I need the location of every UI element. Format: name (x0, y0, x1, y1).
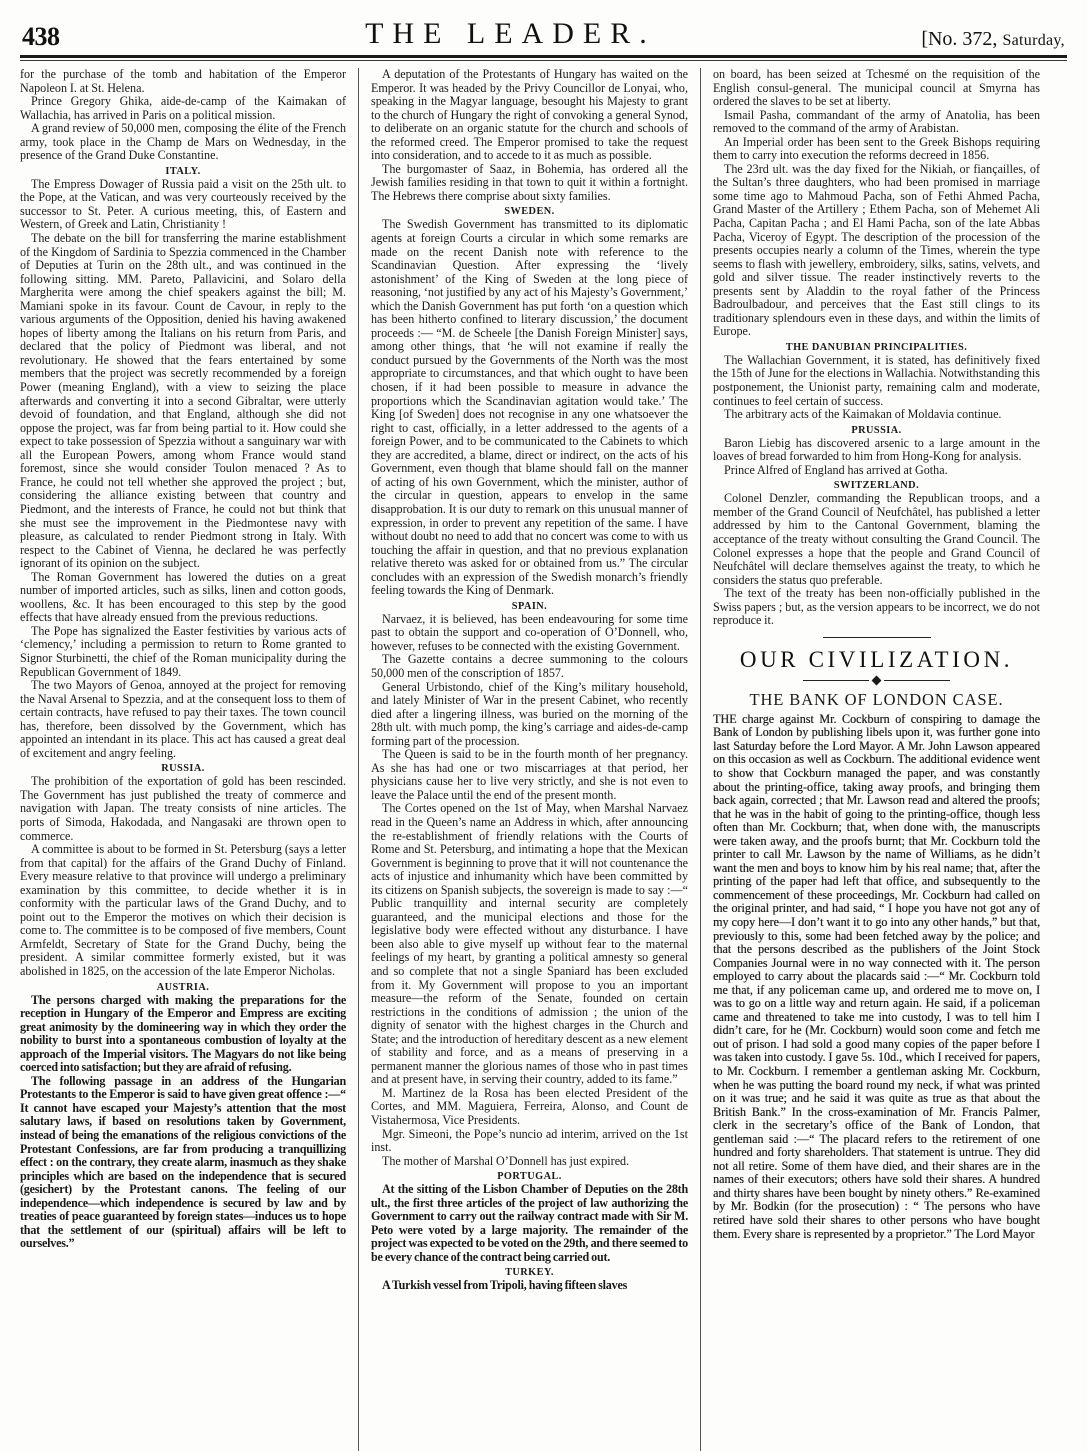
paragraph-text: charge against Mr. Cockburn of conspiring to damage the Bank of London by publishing libels upon it, was further gone into last Saturday before the Lord Mayor. A Mr. John Lawson appeared on this occasion as well as Cockburn. The additional evidence went to show that Cockburn managed the paper, and was constantly about the printing-office, taking away proofs, and bringing them back again, corrected ; that Mr. Lawson read and altered the proofs; that he was in the habit of going to the printing-office, though less often than Mr. Cockburn; that, when done with, the manuscripts were taken away, and the proofs burnt; that Mr. Cockburn told the printer to call Mr. Lawson by the name of Williams, as he didn’t want the men and boys to know him by his real name; that, after the printing of the paper had left that office, and subsequently to the commencement of these proceedings, Mr. Cockburn had called on the original printer, and had said, “ I hope you have not got any of my copy here—I don’t want it to go into any other hands,” but that, previously to this, some had been fetched away by the police; and that the persons described as the publishers of the Joint Stock Companies Journal were in no way connected with it. The person employed to carry about the placards said :—“ Mr. Cockburn told me that, if any policeman came up, and ordered me to move on, I was to go on a little way and return again. He said, if a policeman came and threatened to take me into custody, I was to tell him I didn’t care, for he (Mr. Cockburn) would soon come and fetch me out of prison. I had sold a good many copies of the paper before I was taken into custody. I gave 5s. 10d., which I received for papers, to Mr. Cockburn. I remember a gentleman asking Mr. Cockburn, when he was putting the board round my neck, if what was printed on it was true; and he said it was quite as true as that about the British Bank.” In the cross-examination of Mr. Francis Palmer, clerk in the secretary’s office of the Bank of London, that gentleman said :—“ The placard refers to the retirement of one hundred and forty shareholders. That statement is untrue. They did not all retire. Some of them have died, and their shares are in the names of their executors; others have sold their shares. A hundred and thirty shares have been bought by ninety others.” Re-examined by Mr. Bodkin (for the prosecution) : “ The persons who have retired have sold their shares to other persons who have bought them. Every share is represented by a proprietor.” The Lord Mayor (713, 711, 1040, 1241)
column-1 (20, 68, 346, 1451)
overinked-region (371, 1183, 688, 1264)
paragraph: Prince Alfred of England has arrived at Gotha. (724, 462, 948, 477)
paragraph: At the sitting of the Lisbon Chamber of Deputies on the 28th ult., the first three articles of the project of law authorizing the Government to carry out the railway contract made with Sir M. Peto were voted by a large majority. The remainder of the project was expected to be voted on the 29th, and there seemed to be every chance of the contract being carried out. (371, 1182, 688, 1264)
feature-title: OUR CIVILIZATION. (739, 646, 1014, 672)
paragraph: Mgr. Simeoni, the Pope’s nuncio ad interim, arrived on the 1st inst. (371, 1126, 688, 1155)
paragraph: Colonel Denzler, commanding the Republican troops, and a member of the Grand Council of Neufchâtel, has published a letter addressed by him to the Cantonal Government, blaming the acceptance of the treaty without consulting the Grand Council. The Colonel expresses a hope that the people and Grand Council of Neufchâtel will declare themselves against the treaty, to which he considers the status quo preferable. (713, 491, 1040, 587)
issue-number: [No. 372, (921, 28, 998, 50)
paragraph: for the purchase of the tomb and habitation of the Emperor Napoleon I. at St. Helena. (20, 68, 346, 95)
paragraph: The 23rd ult. was the day fixed for the Nikiah, or fiançailles, of the Sultan’s three daughters, who had been promised in marriage some time ago to Mahmoud Pacha, son of Fethi Ahmed Pacha, Grand Master of the Artillery ; Ethem Pacha, son of Mehemet Ali Pacha, Capitan Pacha ; and El Hami Pacha, son of the late Abbas Pacha, Viceroy of Egypt. The description of the procession of the presents occupies nearly a column of the Times, wherein the type seems to flash with jewellery, embroidery, silks, satins, velvets, and gold and silver tissue. The reader instinctively reverts to the presents sent by Aladdin to the royal father of the Princess Badroulbadour, and perceives that the East still clings to its traditionary splendours even in these days, and within the limits of Europe. (713, 161, 1040, 339)
paragraph: Prince Gregory Ghika, aide-de-camp of the Kaimakan of Wallachia, has arrived in Paris on a political mission. (20, 94, 346, 122)
section-heading-switzerland: SWITZERLAND. (833, 480, 920, 492)
paragraph: The arbitrary acts of the Kaimakan of Moldavia continue. (724, 407, 1002, 422)
paragraph: A Turkish vessel from Tripoli, having fifteen slaves (382, 1278, 628, 1293)
paragraph: The Pope has signalized the Easter festivities by various acts of ‘clemency,’ including a permission to return to Rome granted to Signor Sturbinetti, the chief of the Roman municipality during the Republican Government of 1849. (20, 623, 346, 679)
paragraph: The Queen is said to be in the fourth month of her pregnancy. As she has had one or two miscarriages at that period, her physicians cause her to live very strictly, and she is not even to leave the Palace until the end of the present month. (371, 747, 688, 802)
section-heading-sweden: SWEDEN. (504, 206, 555, 218)
paragraph: The Swedish Government has transmitted to its diplomatic agents at foreign Courts a circular in which some remarks are made on the recent Danish note with reference to the Scandinavian Question. After expressing the ‘lively astonishment’ of the King of Sweden at the long piece of reasoning, ‘not justified by any act of his Majesty’s Government,’ which the Danish Government has put forth ‘on a question which has been hitherto confined to literary discussion,’ the document proceeds :— “M. de Scheele [the Danish Foreign Minister] says, among other things, that ‘he will not examine if really the conduct pursued by the Governments of the North was the most appropriate to circumstances, and that which ought to have been chosen, if it had been possible to measure in advance the proportions which the Scandinavian agitation would take.’ The King [of Sweden] does not recognise in any one whatsoever the right to cast, officially, in a letter addressed to the agents of a foreign Power, and to be communicated to the Cabinets to which they are accredited, a blame, direct or indirect, on the acts of his Government, even though that blame should fall on the manner of acting of his own Government, which the minister, author of the circular in question, appears to envelop in the same disapprobation. It is our duty to remark on this unusual manner of expression, in order to prevent any repetition of the same. I have without doubt no need to add that no concert was come to with us touching the affair in question, and that no previous explanation relative thereto was asked for or obtained from us.” The circular concludes with an expression of the Swedish monarch’s friendly feeling towards the King of Denmark. (371, 217, 688, 598)
feature-divider-rule (823, 637, 931, 638)
paragraph: Baron Liebig has discovered arsenic to a large amount in the loaves of bread forwarded to him from Hong-Kong for analysis. (713, 435, 1040, 464)
paragraph: The burgomaster of Saaz, in Bohemia, has ordered all the Jewish families residing in that town to quit it within a fortnight. The Hebrews there comprise about sixty families. (371, 161, 688, 203)
paragraph: A grand review of 50,000 men, composing the élite of the French army, took place in the Champ de Mars on Wednesday, in the presence of the Grand Duke Constantine. (20, 121, 346, 163)
section-heading-turkey: TURKEY. (505, 1267, 554, 1279)
column-3 (700, 68, 1040, 1451)
feature-section (713, 637, 1040, 710)
paragraph: M. Martinez de la Rosa has been elected President of the Cortes, and MM. Maguiera, Ferreira, Alonso, and Count de Vistahermosa, Vice Presidents. (371, 1085, 688, 1128)
lead-smallcaps: THE (713, 711, 737, 726)
section-heading-danubian-principalities: THE DANUBIAN PRINCIPALITIES. (785, 341, 968, 353)
paragraph: A committee is about to be formed in St. Petersburg (says a letter from that capital) for the affairs of the Grand Duchy of Finland. Every measure relative to that province will undergo a preliminary examination by this committee, to decide whether it is in conformity with the particular laws of the Grand Duchy, and to point out to the Emperor the motives on which their decision is come to. The committee is to be composed of five members, Count Armfeldt, Secretary of State for the Grand Duchy, being the president. A similar committee formerly existed, but it was abolished in 1825, on the accession of the late Emperor Nicholas. (20, 842, 346, 978)
diamond-icon (872, 675, 882, 685)
section-heading-italy: ITALY. (165, 165, 201, 177)
section-heading-russia: RUSSIA. (161, 763, 205, 775)
paragraph: The prohibition of the exportation of gold has been rescinded. The Government has just published the treaty of commerce and navigation with Japan. The treaty consists of nine articles. The ports of Simoda, Hakodada, and Nangasaki are thrown open to commerce. (20, 774, 346, 843)
paragraph: The persons charged with making the preparations for the reception in Hungary of the Emperor and Empress are exciting great animosity by the domineering way in which they order the nobility to burst into a spontaneous combustion of loyalty at the approach of the Imperial visitors. The Magyars do not like being coerced into satisfaction; but they are afraid of refusing. (20, 992, 346, 1075)
column-2 (358, 68, 688, 1451)
paragraph: Ismail Pasha, commandant of the army of Anatolia, has been removed to the command of the army of Arabistan. (713, 107, 1040, 136)
paragraph: The Wallachian Government, it is stated, has definitively fixed the 15th of June for the elections in Wallachia. Notwithstanding this postponement, the Unionist party, remaining calm and moderate, continues to feel certain of success. (713, 352, 1040, 408)
paragraph: The Gazette contains a decree summoning to the colours 50,000 men of the conscription of 1857. (371, 652, 688, 680)
paragraph: The two Mayors of Genoa, annoyed at the project for removing the Naval Arsenal to Spezzia, and at the consequent loss to them of certain contracts, have refused to pay their taxes. The town council has, therefore, been dissolved by the Government, which has appointed an intendant in its place. This act has caused a great deal of excitement and angry feeling. (20, 678, 346, 760)
paragraph: The following passage in an address of the Hungarian Protestants to the Emperor is said to have given great offence :—“ It cannot have escaped your Majesty’s attention that the most salutary laws, if based on resolutions taken by Government, instead of being the emanations of the religious convictions of the Protestant Confessions, are far from producing a tranquillizing effect : on the contrary, they create alarm, inasmuch as they shake principles which are based on the independence that is secured (gesichert) by the Protestant canons. The feeling of our independence—which independence is secured by law and by treaties of peace guaranteed by foreign states—induces us to hope that the settlement of our (spiritual) affairs will be left to ourselves.” (20, 1073, 346, 1251)
paragraph: The text of the treaty has been non-officially published in the Swiss papers ; but, as the version appears to be incorrect, we do not reproduce it. (713, 586, 1040, 628)
paragraph: The Empress Dowager of Russia paid a visit on the 25th ult. to the Pope, at the Vatican, and was very courteously received by the successor to St. Peter. A curious meeting, this, of Eastern and Western, of Greek and Latin, Christianity ! (20, 176, 346, 232)
issue-line (921, 29, 1065, 52)
paragraph: on board, has been seized at Tchesmé on the requisition of the English consul-general. The municipal council at Smyrna has ordered the slaves to be set at liberty. (713, 68, 1040, 109)
masthead (0, 0, 1087, 52)
paragraph: The mother of Marshal O’Donnell has just expired. (382, 1153, 630, 1168)
diamond-ornament (713, 676, 1040, 685)
section-heading-portugal: PORTUGAL. (497, 1171, 562, 1183)
paragraph (713, 713, 1040, 1241)
overinked-region (371, 1279, 688, 1293)
ornament-line-right (884, 680, 950, 681)
publication-title: THE LEADER. (365, 17, 656, 50)
paragraph: The Roman Government has lowered the duties on a great number of imported articles, such as silks, linen and cotton goods, woollens, &c. It has been encouraged to this step by the good effects that have already ensued from the previous reductions. (20, 569, 346, 625)
paragraph: An Imperial order has been sent to the Greek Bishops requiring them to carry into execution the reforms decreed in 1856. (713, 134, 1040, 163)
ornament-line-left (803, 680, 869, 681)
paragraph: A deputation of the Protestants of Hungary has waited on the Emperor. It was headed by the Privy Councillor de Lonyai, who, speaking in the Magyar language, besought his Majesty to grant to the church of Hungary the right of convoking a general Synod, to deliberate on an organic statute for the church and schools of the reformed creed. The Emperor promised to take the request into consideration, and to accede to it as much as possible. (371, 68, 688, 163)
page-folio-number: 438 (22, 22, 60, 51)
column-container (0, 61, 1087, 1451)
paragraph: The debate on the bill for transferring the marine establishment of the Kingdom of Sardinia to Spezzia commenced in the Chamber of Deputies at Turin on the 28th ult., and was continued in the following sitting. MM. Pareto, Pallavicini, and Solaro della Margherita were among the chief speakers against the bill; M. Mamiani spoke in its favour. Count de Cavour, in reply to the various arguments of the Opposition, denied his having awakened hopes of liberty among the Italians on his return from Paris, and declared that the policy of Piedmont was liberal, and not revolutionary. He showed that the fears entertained by some members that the project was secretly recommended by a foreign Power (meaning England), with a view to seizing the place afterwards and converting it into a second Gibraltar, were utterly devoid of foundation, and that England, although she did not oppose the project, was far from being partial to it. How could she expect to take possession of Spezzia without a sanguinary war with all the European Powers, among whom France would stand foremost, since she would consider Toulon menaced ? As to France, he could not tell whether she approved the project ; but, considering the alliance existing between that country and Piedmont, and the interests of France, he could not but think that she must see the improvement in the Piedmontese navy with pleasure, as calculated to render Piedmont strong in Italy. With respect to the Cabinet of Vienna, he declared he was perfectly ignorant of its opinion on the subject. (20, 231, 346, 571)
paragraph: Narvaez, it is believed, has been endeavouring for some time past to obtain the support and co-operation of O’Donnell, who, however, refuses to be connected with the existing Government. (371, 611, 688, 653)
section-heading-spain: SPAIN. (511, 600, 548, 612)
issue-weekday: Saturday, (1002, 32, 1065, 49)
overinked-region (713, 713, 1040, 1241)
feature-subtitle: THE BANK OF LONDON CASE. (749, 689, 1004, 709)
paragraph: The Cortes opened on the 1st of May, when Marshal Narvaez read in the Queen’s name an Address in which, after announcing the re-establishment of friendly relations with the Courts of Rome and St. Petersburg, and intimating a hope that the Mexican Government is beginning to prove that it will not countenance the acts of injustice and inhumanity which have been committed by its citizens on Spanish subjects, the sovereign is made to say :—“ Public tranquillity and internal security are completely guaranteed, and the municipal elections and those for the legislative body were effected without any disturbance. I have been also able to give myself up without fear to the maternal feelings of my heart, by granting a political amnesty so general and so complete that not a single Spaniard has been excluded from it. My Government will propose to you an important measure—the reform of the Senate, founded on certain restrictions in the conditions of admission ; the union of the dignity of senator with the highest charges in the Church and State; and the introduction of hereditary descent as a new element of stability and force, and as a means of preserving in a permanent manner the glorious names of those who in past times and at present have, in serving their country, added to its fame.” (371, 801, 688, 1087)
section-heading-austria: AUSTRIA. (156, 981, 210, 993)
paragraph: General Urbistondo, chief of the King’s military household, and lately Minister of War in the present Cabinet, who recently died after a lingering illness, was buried on the morning of the 28th ult. with much pomp, the king’s carriage and aides-de-camp forming part of the procession. (371, 679, 688, 748)
section-heading-prussia: PRUSSIA. (851, 424, 902, 436)
overinked-region (20, 994, 346, 1251)
